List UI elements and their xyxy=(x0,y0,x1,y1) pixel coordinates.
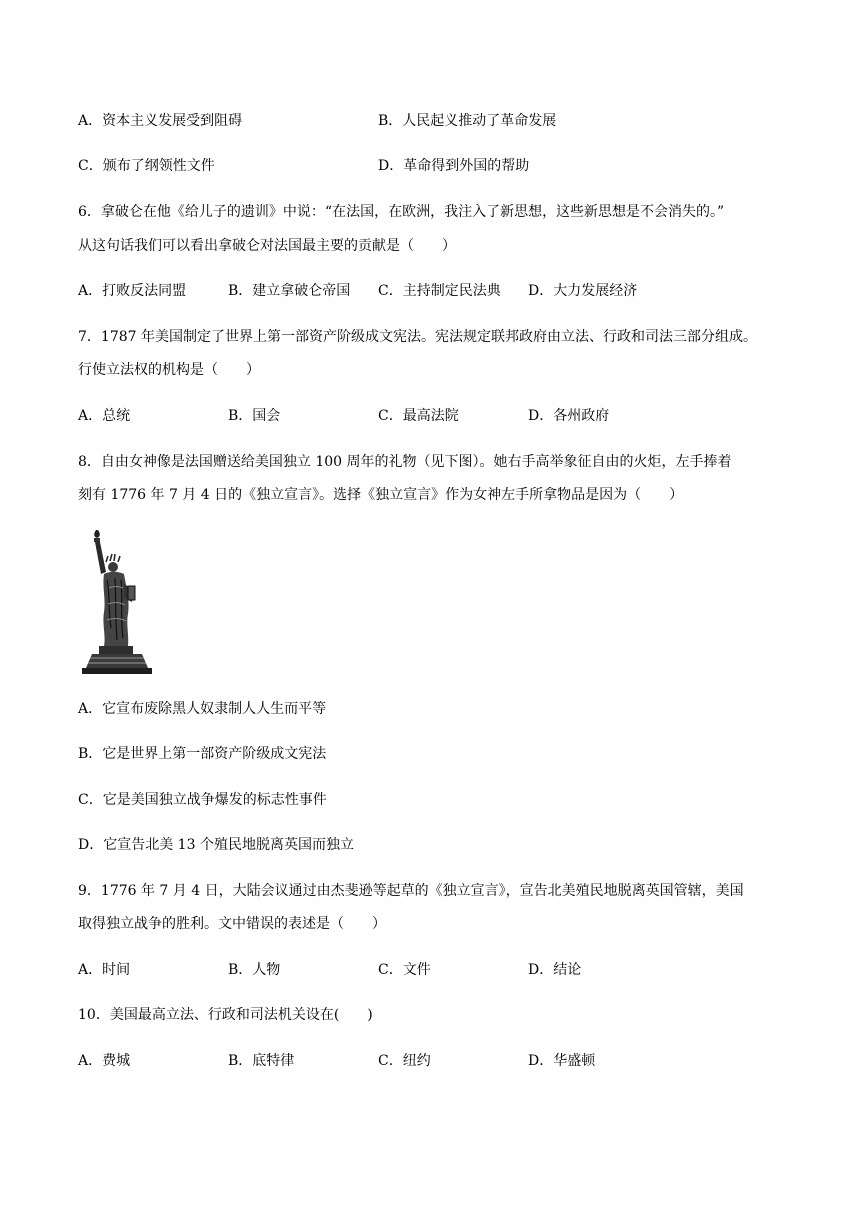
q7-stem-line-2: 行使立法权的机构是（ ） xyxy=(78,362,260,378)
q7-option-c[interactable]: C．最高法院 xyxy=(378,408,459,424)
q8-option-b[interactable]: B．它是世界上第一部资产阶级成文宪法 xyxy=(78,746,327,762)
q9-option-c[interactable]: C．文件 xyxy=(378,962,431,978)
statue-of-liberty-image xyxy=(82,528,154,678)
q5-option-d[interactable]: D．革命得到外国的帮助 xyxy=(378,158,530,174)
q10-stem-line-1: 10．美国最高立法、行政和司法机关设在( ) xyxy=(78,1007,373,1023)
q8-option-c[interactable]: C．它是美国独立战争爆发的标志性事件 xyxy=(78,792,327,808)
q8-stem-line-2: 刻有 1776 年 7 月 4 日的《独立宣言》。选择《独立宣言》作为女神左手所拿物品是因为（ ） xyxy=(78,487,684,503)
q6-option-d[interactable]: D．大力发展经济 xyxy=(528,283,638,299)
q9-option-b[interactable]: B．人物 xyxy=(228,962,281,978)
q8-option-a[interactable]: A．它宣布废除黑人奴隶制人人生而平等 xyxy=(78,701,327,717)
q7-option-b[interactable]: B．国会 xyxy=(228,408,281,424)
q5-option-c[interactable]: C．颁布了纲领性文件 xyxy=(78,158,215,174)
q10-option-b[interactable]: B．底特律 xyxy=(228,1053,295,1069)
q7-option-d[interactable]: D．各州政府 xyxy=(528,408,610,424)
q9-stem-line-2: 取得独立战争的胜利。文中错误的表述是（ ） xyxy=(78,916,386,932)
q6-option-c[interactable]: C．主持制定民法典 xyxy=(378,283,501,299)
q10-option-d[interactable]: D．华盛顿 xyxy=(528,1053,596,1069)
q5-option-b[interactable]: B．人民起义推动了革命发展 xyxy=(378,113,557,129)
q6-option-a[interactable]: A．打败反法同盟 xyxy=(78,283,187,299)
q10-option-c[interactable]: C．纽约 xyxy=(378,1053,431,1069)
q7-option-a[interactable]: A．总统 xyxy=(78,408,131,424)
q9-option-a[interactable]: A．时间 xyxy=(78,962,131,978)
q9-stem-line-1: 9．1776 年 7 月 4 日，大陆会议通过由杰斐逊等起草的《独立宣言》，宣告北美殖民地脱离英国管辖，美国 xyxy=(78,883,744,899)
q6-stem-line-1: 6．拿破仑在他《给儿子的遗训》中说：“在法国，在欧洲，我注入了新思想，这些新思想是不会消失的。” xyxy=(78,204,725,220)
q6-stem-line-2: 从这句话我们可以看出拿破仑对法国最主要的贡献是（ ） xyxy=(78,238,456,254)
q8-stem-line-1: 8．自由女神像是法国赠送给美国独立 100 周年的礼物（见下图）。她右手高举象征自由的火炬，左手捧着 xyxy=(78,454,732,470)
q9-option-d[interactable]: D．结论 xyxy=(528,962,582,978)
q8-option-d[interactable]: D．它宣告北美 13 个殖民地脱离英国而独立 xyxy=(78,837,354,853)
q6-option-b[interactable]: B．建立拿破仑帝国 xyxy=(228,283,351,299)
q7-stem-line-1: 7．1787 年美国制定了世界上第一部资产阶级成文宪法。宪法规定联邦政府由立法、行政和司法三部分组成。 xyxy=(78,329,757,345)
q5-option-a[interactable]: A．资本主义发展受到阻碍 xyxy=(78,113,243,129)
q10-option-a[interactable]: A．费城 xyxy=(78,1053,131,1069)
